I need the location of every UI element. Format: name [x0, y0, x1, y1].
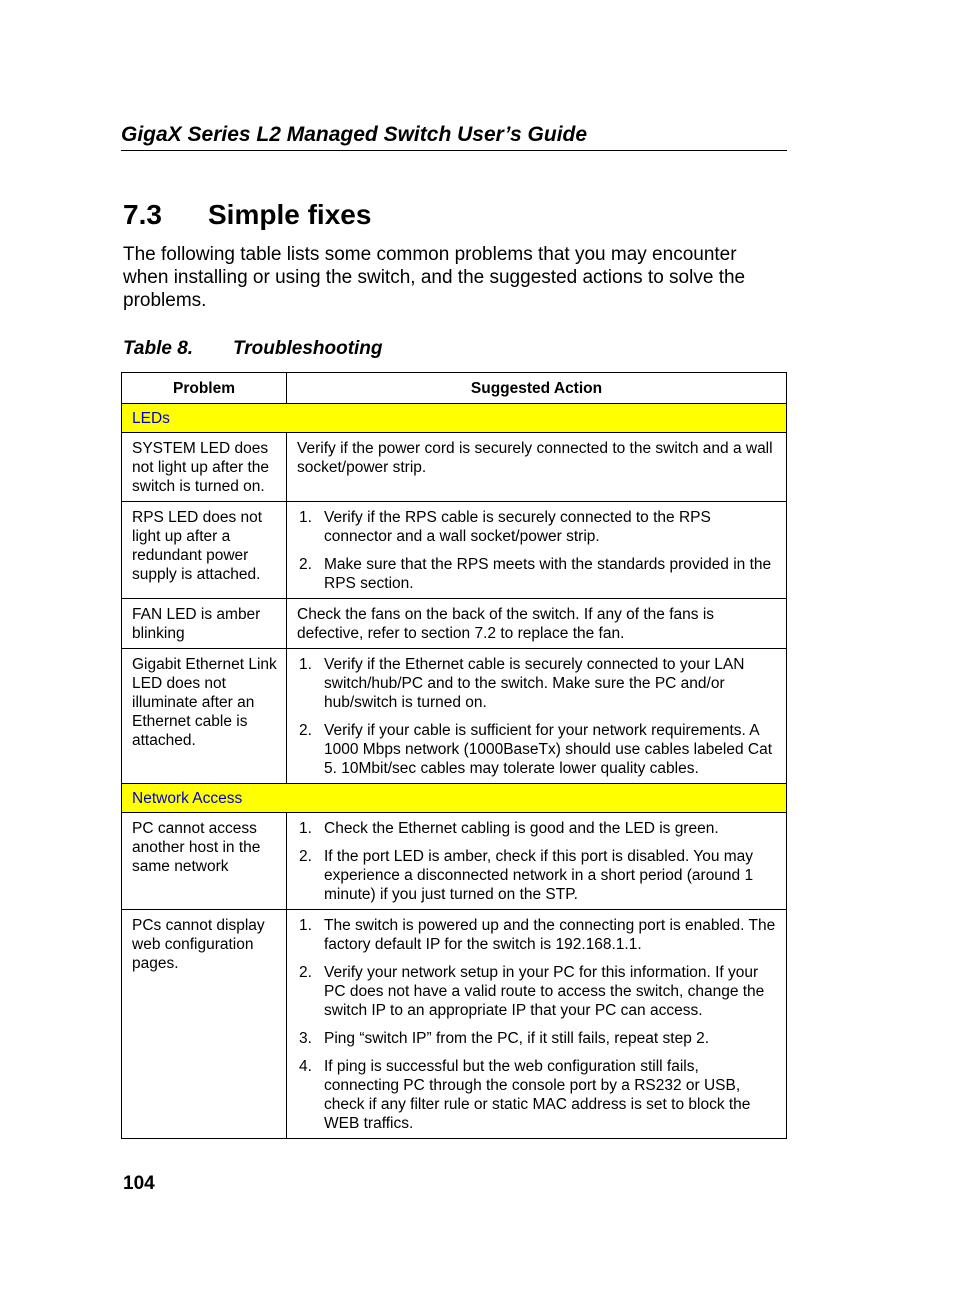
- problem-cell: SYSTEM LED does not light up after the switch is turned on.: [122, 433, 287, 502]
- section-title: Simple fixes: [208, 199, 372, 230]
- table-title: Troubleshooting: [233, 338, 383, 359]
- step-text: Verify if the RPS cable is securely connected to the RPS connector and a wall socket/power strip.: [324, 509, 711, 545]
- action-step: [297, 1029, 776, 1048]
- header-suggested-action: Suggested Action: [287, 373, 787, 404]
- step-number: 3.: [299, 1030, 312, 1047]
- step-number: 1.: [299, 917, 312, 934]
- action-steps: [297, 655, 776, 778]
- step-text: Make sure that the RPS meets with the standards provided in the RPS section.: [324, 556, 772, 592]
- category-row: [122, 784, 787, 813]
- table-caption: [123, 337, 383, 361]
- table-row: [122, 502, 787, 599]
- table-row: [122, 649, 787, 784]
- action-cell: [287, 813, 787, 910]
- action-steps: [297, 508, 776, 593]
- table-header-row: [122, 373, 787, 404]
- step-text: Check the Ethernet cabling is good and the LED is green.: [324, 820, 719, 837]
- problem-cell: FAN LED is amber blinking: [122, 599, 287, 649]
- action-cell: [287, 502, 787, 599]
- action-step: [297, 963, 776, 1020]
- step-number: 2.: [299, 722, 312, 739]
- action-step: [297, 847, 776, 904]
- category-leds: LEDs: [122, 404, 787, 433]
- problem-cell: PCs cannot display web configuration pages.: [122, 910, 287, 1139]
- table-number: Table 8.: [123, 338, 194, 359]
- step-text: If ping is successful but the web configuration still fails, connecting PC through the console port by a RS232 or USB, check if any filter rule or static MAC address is set to block the WEB traffics.: [324, 1058, 751, 1132]
- action-steps: [297, 916, 776, 1133]
- category-row: [122, 404, 787, 433]
- intro-paragraph: The following table lists some common problems that you may encounter when installing or using the switch, and the suggested actions to solve the problems.: [123, 244, 746, 311]
- step-number: 4.: [299, 1058, 312, 1075]
- step-text: Ping “switch IP” from the PC, if it still fails, repeat step 2.: [324, 1030, 710, 1047]
- problem-cell: PC cannot access another host in the same network: [122, 813, 287, 910]
- troubleshooting-table: [121, 372, 787, 1139]
- action-step: [297, 655, 776, 712]
- section-number: 7.3: [123, 199, 162, 230]
- action-steps: [297, 819, 776, 904]
- step-text: If the port LED is amber, check if this port is disabled. You may experience a disconnected network in a short period (around 1 minute) if you just turned on the STP.: [324, 848, 754, 903]
- header-problem: Problem: [122, 373, 287, 404]
- page-number: 104: [123, 1173, 155, 1194]
- action-step: [297, 508, 776, 546]
- step-number: 1.: [299, 820, 312, 837]
- step-number: 2.: [299, 848, 312, 865]
- step-number: 2.: [299, 964, 312, 981]
- action-step: [297, 1057, 776, 1133]
- table-row: [122, 910, 787, 1139]
- action-cell: [287, 910, 787, 1139]
- action-step: [297, 819, 776, 838]
- action-cell: Check the fans on the back of the switch. If any of the fans is defective, refer to section 7.2 to replace the fan.: [287, 599, 787, 649]
- step-text: Verify your network setup in your PC for this information. If your PC does not have a valid route to access the switch, change the switch IP to an appropriate IP that your PC can access.: [324, 964, 765, 1019]
- table-row: [122, 433, 787, 502]
- problem-cell: Gigabit Ethernet Link LED does not illuminate after an Ethernet cable is attached.: [122, 649, 287, 784]
- step-text: Verify if the Ethernet cable is securely connected to your LAN switch/hub/PC and to the switch. Make sure the PC and/or hub/switch is turned on.: [324, 656, 745, 711]
- category-network-access: Network Access: [122, 784, 787, 813]
- section-heading: [123, 198, 371, 232]
- step-number: 1.: [299, 509, 312, 526]
- step-text: Verify if your cable is sufficient for your network requirements. A 1000 Mbps network (1000BaseTx) should use cables labeled Cat 5. 10Mbit/sec cables may tolerate lower quality cables.: [324, 722, 773, 777]
- step-text: The switch is powered up and the connecting port is enabled. The factory default IP for the switch is 192.168.1.1.: [324, 917, 776, 953]
- problem-cell: RPS LED does not light up after a redundant power supply is attached.: [122, 502, 287, 599]
- table-row: [122, 813, 787, 910]
- step-number: 2.: [299, 556, 312, 573]
- action-step: [297, 721, 776, 778]
- step-number: 1.: [299, 656, 312, 673]
- action-cell: [287, 649, 787, 784]
- table-row: [122, 599, 787, 649]
- action-step: [297, 916, 776, 954]
- running-header: GigaX Series L2 Managed Switch User’s Guide: [121, 122, 787, 151]
- action-step: [297, 555, 776, 593]
- action-cell: Verify if the power cord is securely connected to the switch and a wall socket/power strip.: [287, 433, 787, 502]
